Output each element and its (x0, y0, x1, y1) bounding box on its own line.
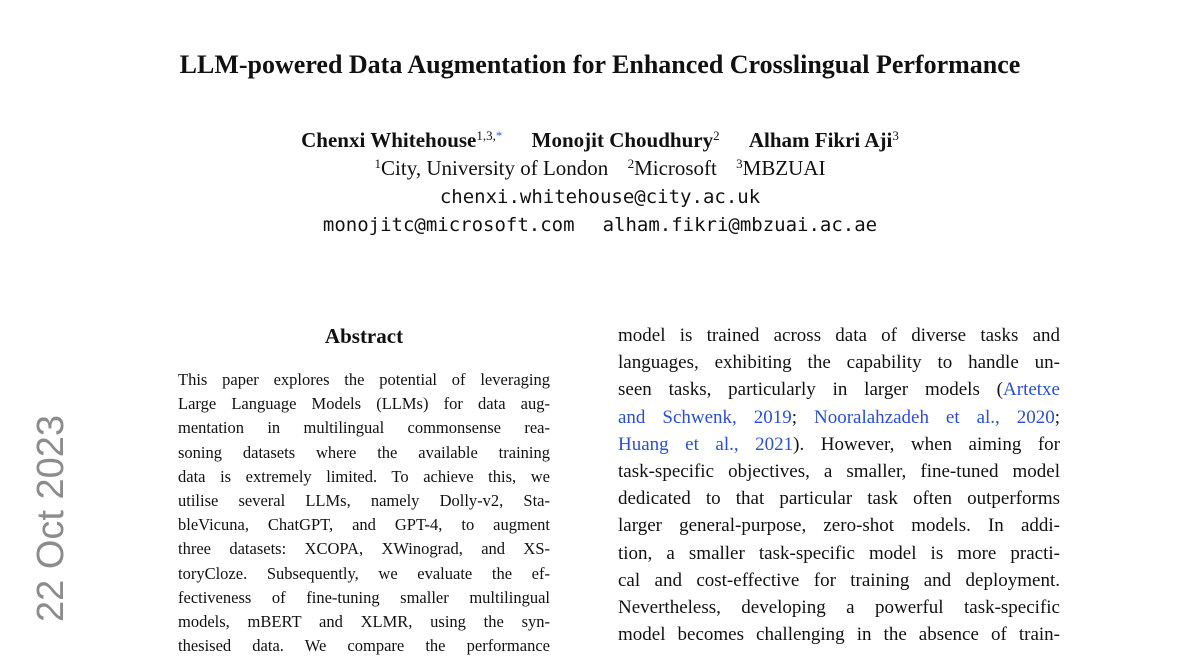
author-3 (749, 128, 899, 152)
body-line: languages, exhibiting the capability to handle un- (618, 352, 1060, 374)
affiliation-3: $^3$MBZUAI (736, 156, 826, 180)
affiliation-2: $^2$Microsoft (627, 156, 717, 180)
citation-link[interactable]: Huang et al., 2021 (618, 433, 794, 455)
body-line: task-specific objectives, a smaller, fine-tuned model (618, 461, 1060, 483)
author-email-row (0, 212, 1200, 238)
citation-link[interactable]: Artetxe (1003, 379, 1060, 401)
abstract-line: fectiveness of fine-tuning smaller multilingual (178, 587, 550, 607)
author-email: chenxi.whitehouse@city.ac.uk (439, 186, 761, 208)
body-line: Nevertheless, developing a powerful task-specific (618, 597, 1060, 619)
arxiv-sidebar-date: 22 Oct 2023 (30, 414, 72, 622)
abstract-line: mentation in multilingual commonsense rea- (178, 418, 550, 438)
abstract-heading: Abstract (324, 324, 404, 348)
body-line: cal and cost-effective for training and deployment. (618, 569, 1060, 591)
abstract-line: models, mBERT and XLMR, using the syn- (178, 612, 550, 632)
citation-link[interactable]: and Schwenk, 2019 (618, 406, 792, 428)
abstract-line: Large Language Models (LLMs) for data aug- (178, 394, 550, 414)
author-name: Monojit Choudhury (531, 128, 714, 152)
paper-title: LLM-powered Data Augmentation for Enhanced Crosslingual Performance (179, 50, 1021, 79)
body-line: Huang et al., 2021). However, when aiming for (618, 433, 1061, 455)
corresponding-author-marker[interactable]: * (495, 128, 503, 143)
body-line: tion, a smaller task-specific model is more practi- (618, 542, 1060, 564)
abstract-line: thesised data. We compare the performance (178, 636, 550, 656)
body-line: dedicated to that particular task often outperforms (618, 488, 1060, 510)
author-list (0, 126, 1200, 154)
author-affiliation-marker: 2 (713, 128, 720, 143)
author-1 (301, 128, 502, 152)
citation-link[interactable]: Nooralahzadeh et al., 2020 (813, 406, 1055, 428)
abstract-line: This paper explores the potential of leveraging (178, 370, 550, 389)
author-name: Chenxi Whitehouse (301, 128, 477, 152)
body-line: seen tasks, particularly in larger models (Artetxe (618, 379, 1060, 401)
abstract-line: utilise several LLMs, namely Dolly-v2, Sta- (178, 491, 550, 511)
body-line: and Schwenk, 2019; Nooralahzadeh et al., 2020; (618, 406, 1061, 428)
author-2 (532, 128, 720, 152)
affiliation-list (0, 154, 1200, 182)
author-affiliation-marker: 1,3,* (476, 128, 503, 143)
author-affiliation-marker: 3 (892, 128, 899, 143)
abstract-line: three datasets: XCOPA, XWinograd, and XS- (178, 539, 550, 559)
abstract-line: soning datasets where the available training (178, 442, 550, 462)
abstract-text (178, 368, 550, 658)
author-email: monojitc@microsoft.com (322, 214, 575, 236)
affiliation-1: $^1$City, University of London (374, 156, 609, 180)
author-name: Alham Fikri Aji (748, 128, 893, 152)
introduction-text (618, 322, 1060, 648)
author-email: alham.fikri@mbzuai.ac.ae (602, 214, 878, 236)
body-line: larger general-purpose, zero-shot models. In addi- (618, 515, 1060, 537)
body-line: model is trained across data of diverse tasks and (618, 325, 1060, 346)
abstract-line: bleVicuna, ChatGPT, and GPT-4, to augment (178, 515, 550, 535)
abstract-line: toryCloze. Subsequently, we evaluate the ef- (178, 563, 550, 583)
abstract-line: data is extremely limited. To achieve this, we (178, 466, 550, 486)
body-line: model becomes challenging in the absence of train- (618, 624, 1060, 646)
